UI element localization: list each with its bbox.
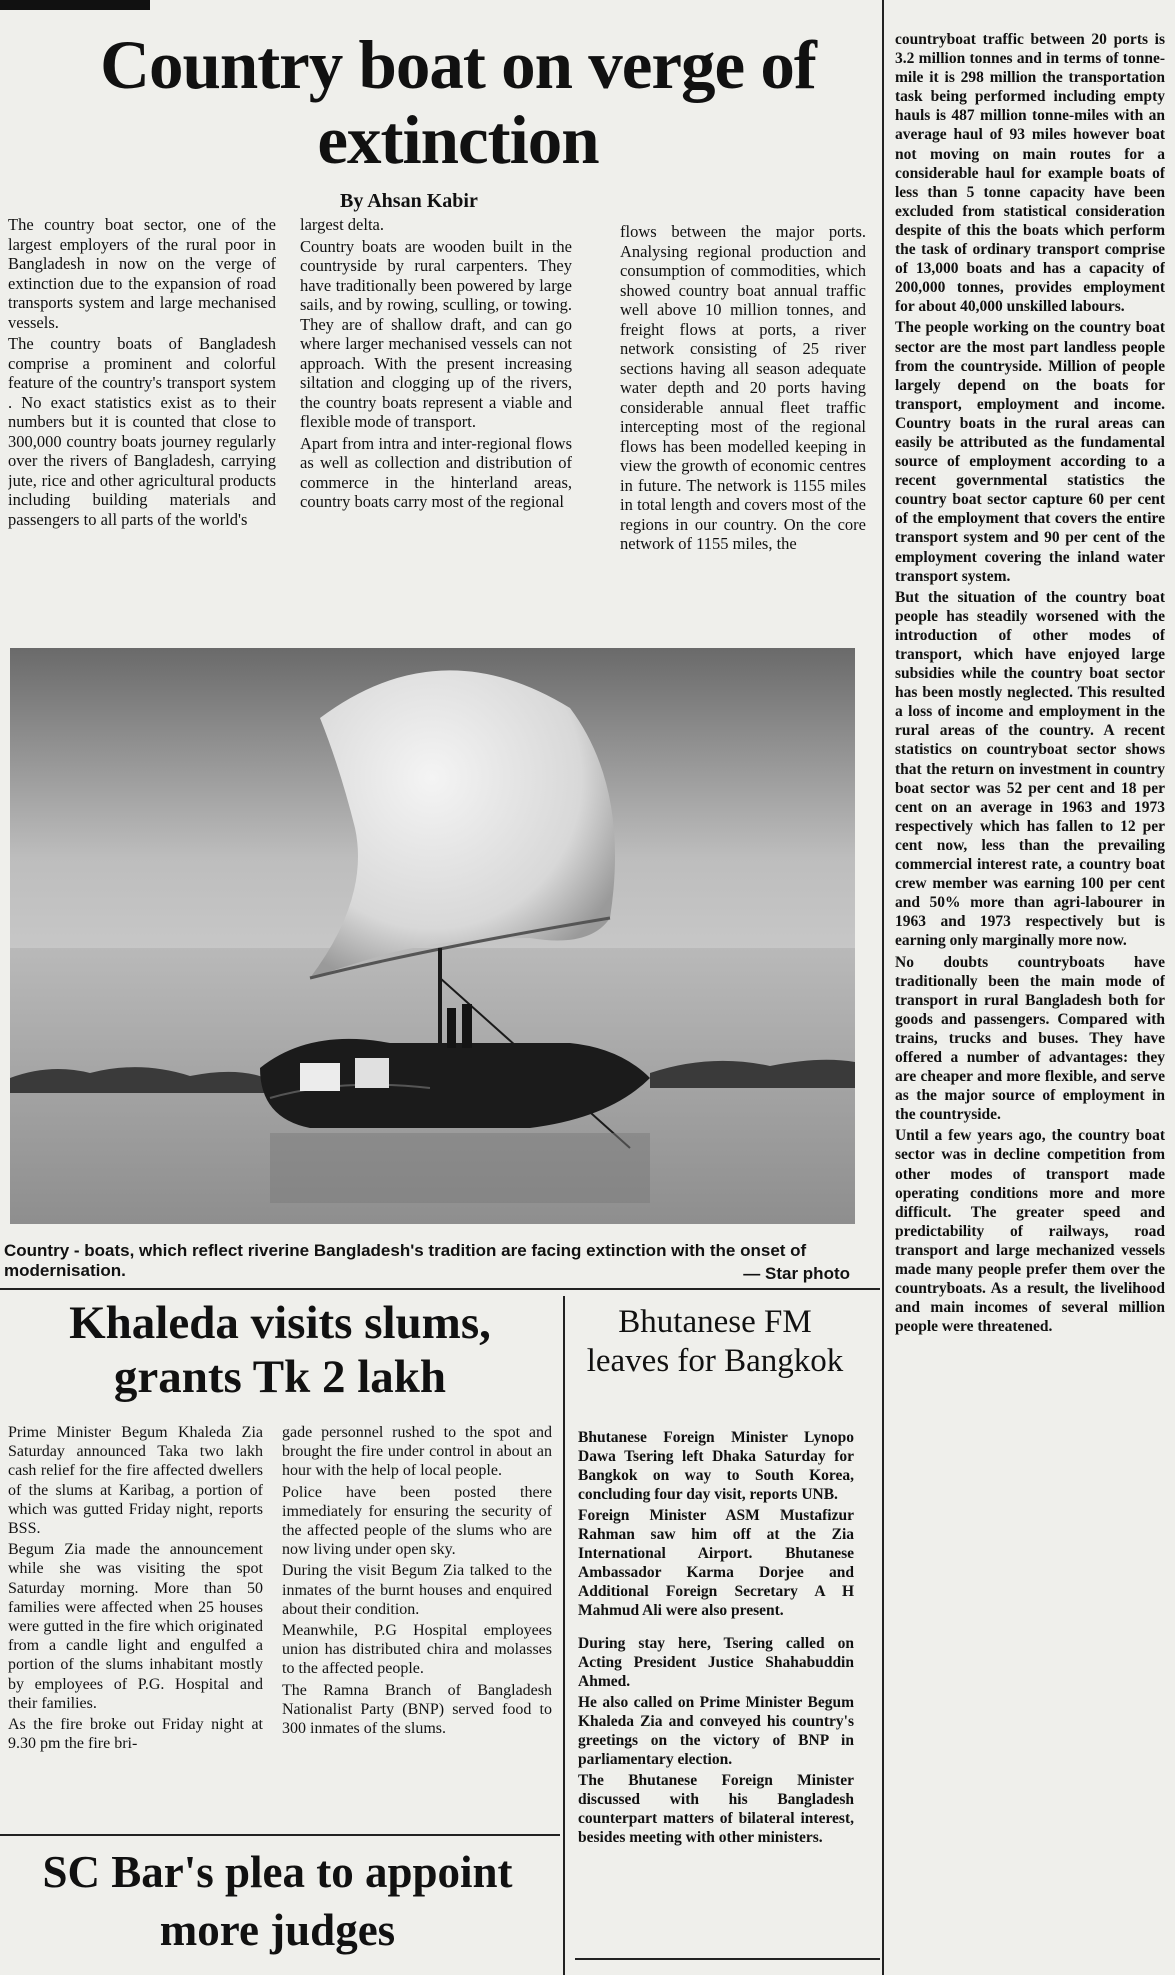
byline: By Ahsan Kabir: [340, 190, 478, 212]
khaleda-column-2: [282, 1423, 552, 1833]
paragraph: The Bhutanese Foreign Minister discussed with his Bangladesh counterpart matters of bilateral interest, besides meeting with other ministers.: [578, 1772, 854, 1846]
paragraph: The Ramna Branch of Bangladesh Nationalist Party (BNP) served food to 300 inmates of the slums.: [282, 1681, 552, 1738]
main-story-column-1: [8, 215, 276, 643]
main-story-column-4: [895, 30, 1165, 1970]
photo-credit: — Star photo: [743, 1264, 850, 1283]
bhutan-headline: Bhutanese FM leaves for Bangkok: [586, 1304, 844, 1379]
scbar-headline: SC Bar's plea to appoint more judges: [42, 1847, 513, 1955]
paragraph: Until a few years ago, the country boat sector was in decline competition from other modes of transport made operating conditions more and more difficult. The greater speed and predictability of railways, road transport and large mechanized vessels made many people prefer them over the countryboats. As a result, the livelihood and main incomes of several million people were threatened.: [895, 1127, 1165, 1336]
paragraph: Foreign Minister ASM Mustafizur Rahman saw him off at the Zia International Airport. Bhutanese Ambassador Karma Dorjee and Additional Foreign Secretary A H Mahmud Ali were also present.: [578, 1507, 854, 1619]
paragraph: gade personnel rushed to the spot and brought the fire under control in about an hour with the help of local people.: [282, 1424, 552, 1480]
paragraph: The country boat sector, one of the largest employers of the rural poor in Bangladesh in now on the verge of extinction due to the expansion of road transports system and large mechanised vessels.: [8, 215, 276, 332]
paragraph: Police have been posted there immediately for ensuring the security of the affected people of the slums who are now living under open sky.: [282, 1483, 552, 1559]
section-rule: [0, 1288, 880, 1290]
khaleda-column-1: [8, 1423, 263, 1833]
section-rule-bottom: [575, 1958, 880, 1960]
paragraph: The country boats of Bangladesh comprise a prominent and colorful feature of the country's transport system . No exact statistics exist as to their numbers but it is counted that close to 300,000 country boats journey regularly over the rivers of Bangladesh, carrying jute, rice and other agricultural products including building materials and passengers to all parts of the world's: [8, 334, 276, 529]
paragraph: Bhutanese Foreign Minister Lynopo Dawa Tsering left Dhaka Saturday for Bangkok on way to South Korea, concluding four day visit, reports UNB.: [578, 1429, 854, 1503]
paragraph: flows between the major ports. Analysing regional production and consumption of commodities, which showed country boat annual traffic well above 10 million tonnes, and freight flows at ports, a river network consisting of 25 river sections having all season adequate water depth and 20 ports having considerable annual fleet traffic intercepting most of the regional flows has been modelled keeping in view the growth of economic centres in future. The network is 1155 miles in total length and covers most of the regions in our country. On the core network of 1155 miles, the: [620, 222, 866, 553]
main-story-column-2: [300, 215, 572, 643]
paragraph: Apart from intra and inter-regional flows as well as collection and distribution of commerce in the hinterland areas, country boats carry most of the regional: [300, 433, 572, 511]
paragraph: During stay here, Tsering called on Acting President Justice Shahabuddin Ahmed.: [578, 1635, 854, 1690]
paragraph: Meanwhile, P.G Hospital employees union has distributed chira and molasses to the affected people.: [282, 1622, 552, 1678]
country-boat-photo: [10, 648, 855, 1224]
paragraph: The people working on the country boat sector are the most part landless people from the countryside. Million of people largely depend on the boats for transport, employment and income. Country boats in the rural areas can easily be attributed as the fundamental source of employment according to a recent governmental statistics the country boat sector capture 60 per cent of the employment that covers the entire transport system and 90 per cent of the employment covering the inland water transport system.: [895, 319, 1165, 585]
paragraph: As the fire broke out Friday night at 9.30 pm the fire bri-: [8, 1716, 263, 1753]
paragraph: largest delta.: [300, 215, 384, 234]
paragraph: He also called on Prime Minister Begum Khaleda Zia and conveyed his country's greetings on the victory of BNP in parliamentary election.: [578, 1694, 854, 1768]
khaleda-headline: Khaleda visits slums, grants Tk 2 lakh: [69, 1297, 491, 1403]
paragraph: During the visit Begum Zia talked to the inmates of the burnt houses and enquired about their condition.: [282, 1562, 552, 1618]
paragraph: countryboat traffic between 20 ports is 3.2 million tonnes and in terms of tonne-mile it is 298 million the transportation task being performed including empty hauls is 487 million tonne-miles with an average haul of 93 miles however boat not moving on main routes for a considerable haul for example boats of less than 5 tonne capacity have been excluded from statistical consideration despite of this the boats which perform the task of ordinary transport comprise of 13,000 boats and has a capacity of 200,000 tonnes, provides employment for about 40,000 unskilled labours.: [895, 31, 1165, 316]
photo-caption: Country - boats, which reflect riverine Bangladesh's tradition are facing extinction with the onset of modernisation.: [4, 1241, 807, 1280]
section-rule-lower: [0, 1834, 560, 1836]
paragraph: Prime Minister Begum Khaleda Zia Saturday announced Taka two lakh cash relief for the fire affected dwellers of the slums at Karibag, a portion of which was gutted Friday night, reports BSS.: [8, 1424, 263, 1538]
sailboat-illustration: [10, 648, 855, 1224]
bhutan-body: [578, 1428, 854, 1953]
main-story-column-3: [620, 222, 866, 643]
paragraph: Begum Zia made the announcement while she was visiting the spot Saturday morning. More than 50 families were affected when 25 houses were gutted in the fire which originated from a candle light and engulfed a portion of the slums inhabitant mostly by employees of P.G. Hospital and their families.: [8, 1541, 263, 1712]
column-rule-right: [882, 0, 884, 1975]
column-rule-lower: [563, 1296, 565, 1975]
paragraph: Country boats are wooden built in the countryside by rural carpenters. They have traditionally been powered by large sails, and by rowing, sculling, or towing. They are of shallow draft, and can go where larger mechanised vessels can not approach. With the present increasing siltation and clogging up of the rivers, the country boats represent a viable and flexible mode of transport.: [300, 236, 572, 431]
main-headline: Country boat on verge of extinction: [100, 27, 816, 178]
paragraph: But the situation of the country boat people has steadily worsened with the introduction of other modes of transport, which have enjoyed large subsidies while the country boat sector has been mostly neglected. This resulted a loss of income and employment in the rural areas of the country. A recent statistics on countryboat sector shows that the return on investment in country boat sector was 52 per cent and 18 per cent on an average in 1963 and 1973 respectively which has fallen to 12 per cent now, less than the prevailing commercial interest rate, a country boat crew member was earning 100 per cent and 50% more than agri-labourer in 1963 and 1973 respectively but is earning only marginally more now.: [895, 588, 1165, 950]
section-kicker-bar: [0, 0, 150, 10]
paragraph: No doubts countryboats have traditionally been the main mode of transport in rural Bangladesh both for goods and passengers. Compared with trains, trucks and buses. They have offered a number of advantages: they are cheaper and more flexible, and serve as the major source of employment in the countryside.: [895, 953, 1165, 1124]
